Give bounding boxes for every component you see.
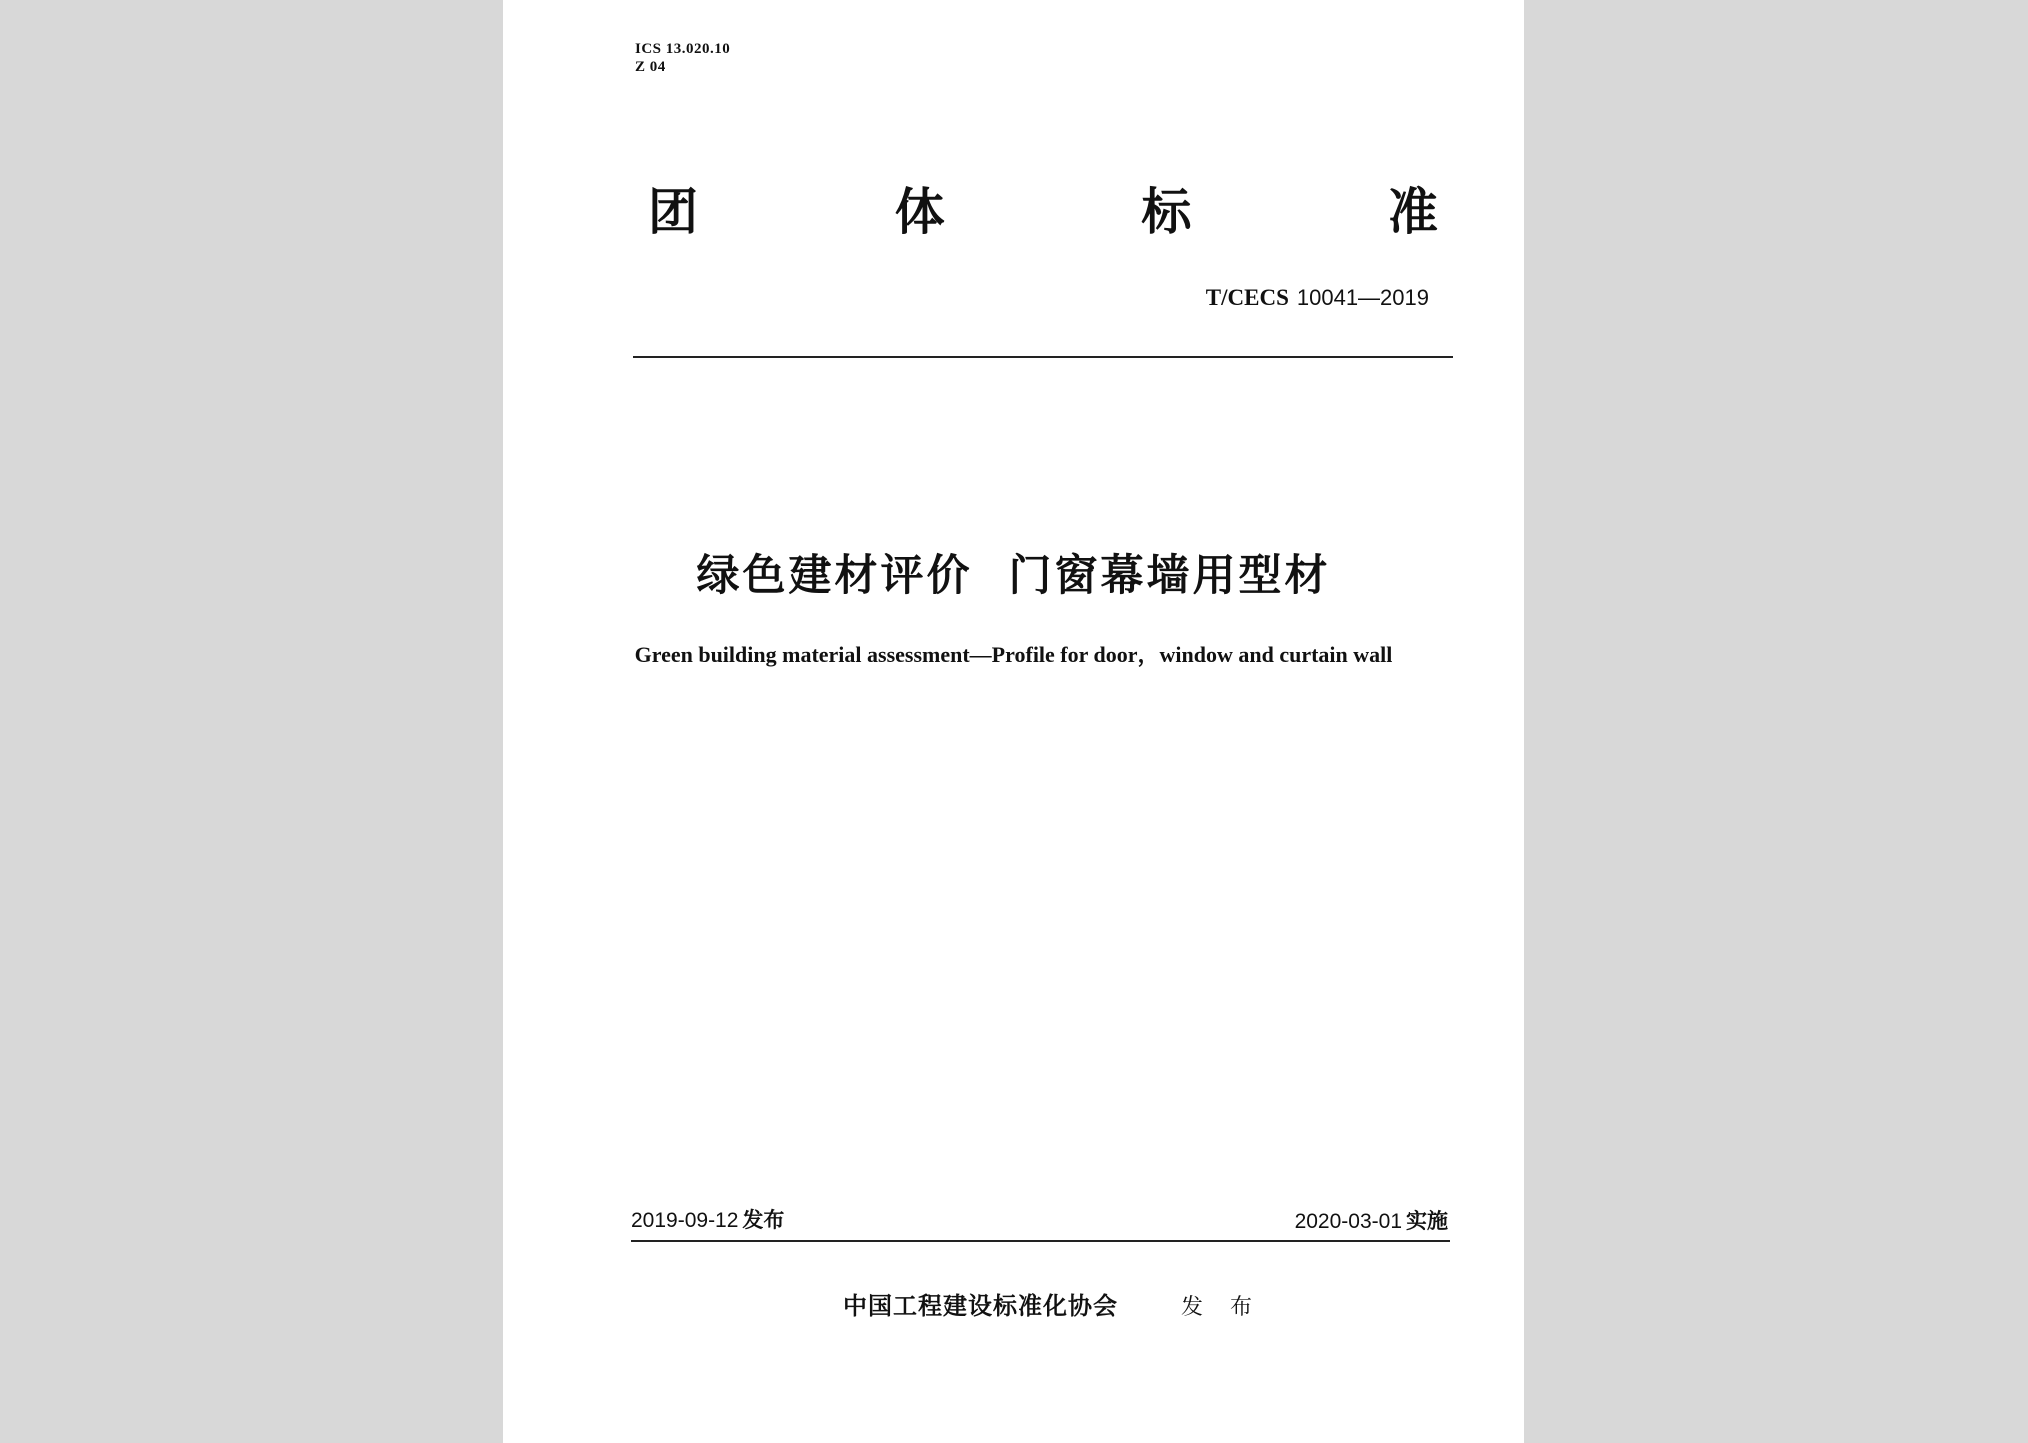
standard-code-number: 10041—2019 <box>1296 285 1429 310</box>
issue-date-label: 发布 <box>742 1208 785 1232</box>
publish-label: 发 布 <box>1181 1295 1262 1320</box>
footer-divider <box>631 1240 1450 1242</box>
publisher-name: 中国工程建设标准化协会 <box>843 1292 1118 1320</box>
effective-date-label: 实施 <box>1406 1209 1448 1233</box>
ics-code: ICS 13.020.10 <box>635 41 731 57</box>
standard-type-header <box>648 182 1438 242</box>
standard-code-prefix: T/CECS <box>1205 285 1289 310</box>
issue-date-value: 2019-09-12 <box>631 1209 739 1232</box>
effective-date <box>1295 1207 1448 1236</box>
ccs-code: Z 04 <box>635 59 666 75</box>
standard-code <box>1206 284 1429 313</box>
header-char: 团 <box>648 183 698 241</box>
issue-date <box>631 1206 784 1235</box>
effective-date-value: 2020-03-01 <box>1294 1210 1402 1233</box>
header-char: 标 <box>1141 183 1192 241</box>
document-page <box>503 0 1524 1443</box>
header-divider <box>633 356 1453 358</box>
header-char: 准 <box>1387 183 1438 241</box>
title-chinese: 绿色建材评价 门窗幕墙用型材 <box>696 551 1331 601</box>
header-char: 体 <box>894 183 945 241</box>
ics-classification <box>635 40 730 76</box>
title-english: Green building material assessment—Profile for door，window and curtain wall <box>634 642 1393 667</box>
